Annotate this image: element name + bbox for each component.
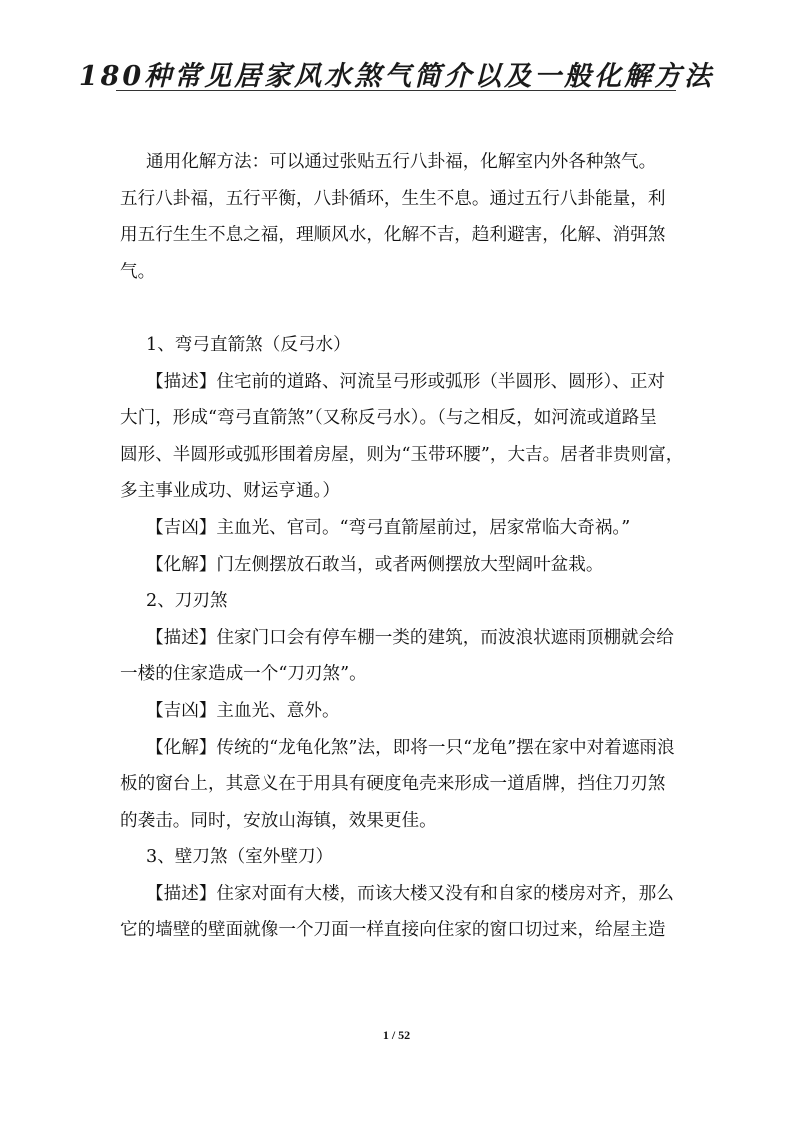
text-line: 一楼的住家造成一个“刀刃煞”。 [120,664,367,685]
text-line: 它的墙壁的壁面就像一个刀面一样直接向住家的窗口切过来，给屋主造 [120,920,666,941]
text-line: 通用化解方法：可以通过张贴五行八卦福，化解室内外各种煞气。 [146,152,657,172]
header-rule [116,90,676,91]
text-line: 【吉凶】主血光、意外。 [146,700,340,721]
text-line: 【化解】传统的“龙龟化煞”法，即将一只“龙龟”摆在家中对着遮雨浪 [146,737,675,758]
text-line: 【描述】住家门口会有停车棚一类的建筑，而波浪状遮雨顶棚就会给 [146,627,674,648]
page-number: 1 / 52 [382,1028,411,1042]
text-line: 板的窗台上，其意义在于用具有硬度龟壳来形成一道盾牌，挡住刀刃煞 [120,774,666,795]
text-line: 2、刀刃煞 [146,591,228,612]
text-line: 大门，形成“弯弓直箭煞”（又称反弓水）。（与之相反，如河流或道路呈 [120,408,657,429]
text-line: 【描述】住宅前的道路、河流呈弓形或弧形（半圆形、圆形）、正对 [146,371,666,392]
text-line: 圆形、半圆形或弧形围着房屋，则为“玉带环腰”，大吉。居者非贵则富， [120,444,684,465]
text-line: 1、弯弓直箭煞（反弓水） [146,334,351,355]
text-line: 【描述】住家对面有大楼，而该大楼又没有和自家的楼房对齐，那么 [146,883,674,904]
text-line: 的袭击。同时，安放山海镇，效果更佳。 [120,810,437,831]
text-line: 3、壁刀煞（室外壁刀） [146,847,334,868]
text-line: 气。 [120,261,156,282]
text-line: 五行八卦福，五行平衡，八卦循环，生生不息。通过五行八卦能量，利 [120,188,666,209]
document-title: 180种常见居家风水煞气简介以及一般化解方法 [78,61,715,92]
text-line: 【吉凶】主血光、官司。“弯弓直箭屋前过，居家常临大奇祸。” [146,517,631,538]
text-line: 用五行生生不息之福，理顺风水，化解不吉，趋利避害，化解、消弭煞 [120,225,666,246]
blank-line [120,290,680,327]
text-line: 【化解】门左侧摆放石敢当，或者两侧摆放大型阔叶盆栽。 [146,554,604,575]
text-line: 多主事业成功、财运亨通。） [120,481,340,502]
document-body [120,144,684,949]
